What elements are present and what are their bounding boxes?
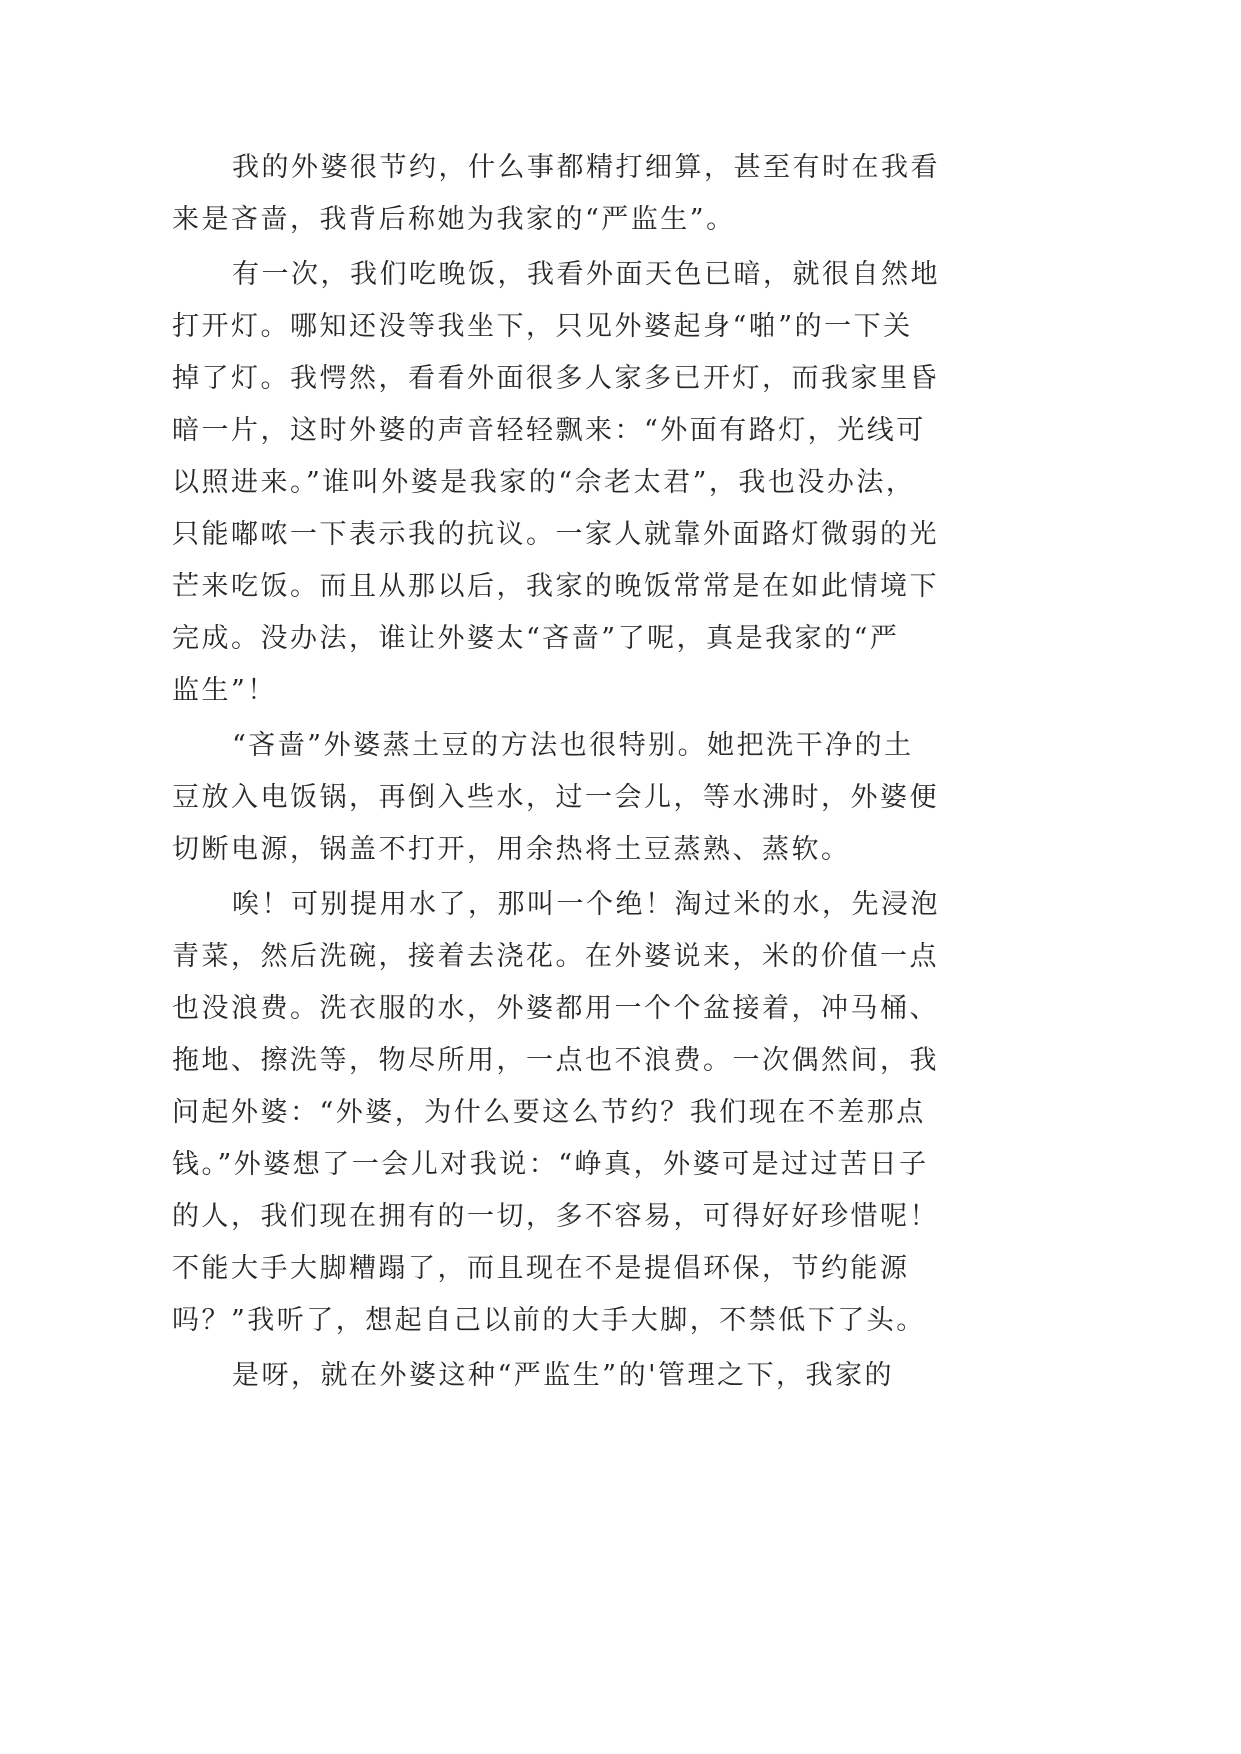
text-line: 以照进来。”谁叫外婆是我家的“佘老太君”，我也没办法， <box>172 467 916 498</box>
text-line: 来是吝啬，我背后称她为我家的“严监生”。 <box>172 204 736 235</box>
text-line: 切断电源，锅盖不打开，用余热将土豆蒸熟、蒸软。 <box>172 834 851 865</box>
text-line: 芒来吃饭。而且从那以后，我家的晚饭常常是在如此情境下 <box>172 571 939 602</box>
text-line: 完成。没办法，谁让外婆太“吝啬”了呢，真是我家的“严 <box>172 623 900 654</box>
paragraph <box>172 1350 972 1402</box>
text-line: 只能嘟哝一下表示我的抗议。一家人就靠外面路灯微弱的光 <box>172 519 939 550</box>
text-line: 是呀，就在外婆这种“严监生”的'管理之下，我家的 <box>232 1360 895 1391</box>
text-line: 钱。”外婆想了一会儿对我说：“峥真，外婆可是过过苦日子 <box>172 1149 929 1180</box>
text-line: 暗一片，这时外婆的声音轻轻飘来：“外面有路灯，光线可 <box>172 415 926 446</box>
text-line: 监生”！ <box>172 675 277 706</box>
text-line: 掉了灯。我愕然，看看外面很多人家多已开灯，而我家里昏 <box>172 363 939 394</box>
text-line: 吗？”我听了，想起自己以前的大手大脚，不禁低下了头。 <box>172 1305 926 1336</box>
text-line: 不能大手大脚糟蹋了，而且现在不是提倡环保，节约能源 <box>172 1253 910 1284</box>
document-body <box>172 142 972 1405</box>
text-line: 青菜，然后洗碗，接着去浇花。在外婆说来，米的价值一点 <box>172 941 939 972</box>
paragraph <box>172 142 972 246</box>
text-line: 我的外婆很节约，什么事都精打细算，甚至有时在我看 <box>232 152 940 183</box>
text-line: 问起外婆：“外婆，为什么要这么节约？我们现在不差那点 <box>172 1097 926 1128</box>
text-line: 也没浪费。洗衣服的水，外婆都用一个个盆接着，冲马桶、 <box>172 993 939 1024</box>
text-line: 拖地、擦洗等，物尽所用，一点也不浪费。一次偶然间，我 <box>172 1045 939 1076</box>
text-line: 唉！可别提用水了，那叫一个绝！淘过米的水，先浸泡 <box>232 889 940 920</box>
text-line: 打开灯。哪知还没等我坐下，只见外婆起身“啪”的一下关 <box>172 311 913 342</box>
paragraph <box>172 249 972 717</box>
text-line: 有一次，我们吃晚饭，我看外面天色已暗，就很自然地 <box>232 259 940 290</box>
text-line: “吝啬”外婆蒸土豆的方法也很特别。她把洗干净的土 <box>232 730 914 761</box>
paragraph <box>172 879 972 1347</box>
paragraph <box>172 720 972 876</box>
text-line: 豆放入电饭锅，再倒入些水，过一会儿，等水沸时，外婆便 <box>172 782 939 813</box>
text-line: 的人，我们现在拥有的一切，多不容易，可得好好珍惜呢！ <box>172 1201 939 1232</box>
